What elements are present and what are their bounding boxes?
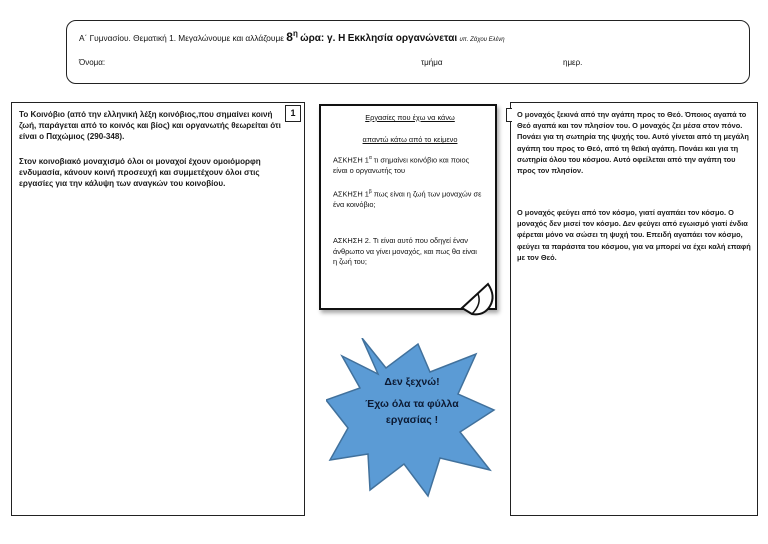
exercise-1a bbox=[333, 153, 483, 177]
header-lesson-title: Εκκλησία οργανώνεται bbox=[347, 33, 458, 44]
class-label: τμήμα bbox=[421, 58, 443, 67]
exercise-1b-sup: β bbox=[368, 189, 372, 195]
exercise-2-label: ΑΣΚΗΣΗ 2. bbox=[333, 236, 371, 245]
exercise-1b bbox=[333, 187, 483, 211]
header-hour-rest: ώρα: γ. Η bbox=[300, 33, 346, 44]
note-title-2: απαντώ κάτω από το κείμενο bbox=[362, 135, 458, 144]
exercise-1a-text: τι σημαίνει κοινόβιο και ποιος είναι ο οργανωτής του bbox=[333, 155, 470, 176]
exercise-1b-text: πως είναι η ζωή των μοναχών σε ένα κοινόβιο; bbox=[333, 189, 482, 210]
right-text-panel bbox=[510, 102, 758, 516]
header-school: Α΄ Γυμνασίου. Θεματική 1. Μεγαλώνουμε και αλλάζουμε bbox=[79, 33, 284, 43]
note-title-1: Εργασίες που έχω να κάνω bbox=[365, 113, 455, 122]
exercise-1a-sup: α bbox=[368, 155, 372, 161]
header-hour-sup: η bbox=[292, 29, 298, 38]
reminder-line-1: Δεν ξεχνώ! bbox=[384, 376, 440, 388]
worksheet-header bbox=[66, 20, 750, 84]
header-author: υπ. Ζάχου Ελένη bbox=[459, 37, 505, 43]
panel-number: 1 bbox=[285, 105, 301, 122]
right-paragraph-1: Ο μοναχός ξεκινά από την αγάπη προς το Θεό. Όποιος αγαπά το Θεό αγαπά και τον πλησίον του. Ο μοναχός ζει μέσα στον πόνο. Πονάει για τη σωτηρία της ψυχής του. Αυτό γίνεται από τη μεγάλη αγάπη του προς το Θεό, από τη θεϊκή αγάπη. Πονάει και για τη σωτηρία όλου του κόσμου. Αυτό οφείλεται από την αγάπη του προς τον πλησίον. bbox=[517, 110, 749, 176]
exercise-1a-label: ΑΣΚΗΣΗ 1 bbox=[333, 155, 369, 165]
name-label: Όνομα: bbox=[79, 58, 106, 67]
right-paragraph-2: Ο μοναχός φεύγει από τον κόσμο, γιατί αγαπάει τον κόσμο. Ο μοναχός δεν μισεί τον κόσμο. Δεν φεύγει από εγωισμό γιατί ένδια φέρεται μόνο να σώσει τη ψυχή του. Επειδή αγαπάει τον κόσμο, φεύγει τα παράσιτα του κόσμου, για να μπορεί να έχει καλή επαφή με τον Θεό. bbox=[517, 208, 751, 262]
exercise-2 bbox=[333, 236, 483, 268]
left-paragraph-2: Στον κοινοβιακό μοναχισμό όλοι οι μοναχοί έχουν ομοιόμορφη ενδυμασία, κάνουν κοινή προσευχή και συμμετέχουν όλοι στις εργασίες για την κάλυψη των αναγκών του κοινοβίου. bbox=[19, 157, 261, 189]
header-title-line bbox=[79, 29, 505, 44]
header-hour-number: 8 bbox=[286, 30, 293, 44]
page-curl-icon bbox=[460, 282, 500, 318]
reminder-line-2: Έχω όλα τα φύλλα εργασίας ! bbox=[365, 398, 459, 426]
left-paragraph-1: Το Κοινόβιο (από την ελληνική λέξη κοινόβιος,που σημαίνει κοινή ζωή, παράγεται από το κοινός και βίος) και οργανωτής θεωρείται ότι είναι ο Παχώμιος (290-348). bbox=[19, 110, 281, 142]
exercises-note bbox=[319, 104, 497, 310]
date-label: ημερ. bbox=[563, 58, 583, 67]
exercise-1b-label: ΑΣΚΗΣΗ 1 bbox=[333, 189, 369, 199]
reminder-text bbox=[356, 374, 468, 428]
left-text-panel bbox=[11, 102, 305, 516]
exercise-2-text: Τι είναι αυτό που οδηγεί έναν άνθρωπο να γίνει μοναχός, και πως θα είναι η ζωή του; bbox=[333, 236, 477, 267]
panel-tab bbox=[506, 108, 512, 122]
